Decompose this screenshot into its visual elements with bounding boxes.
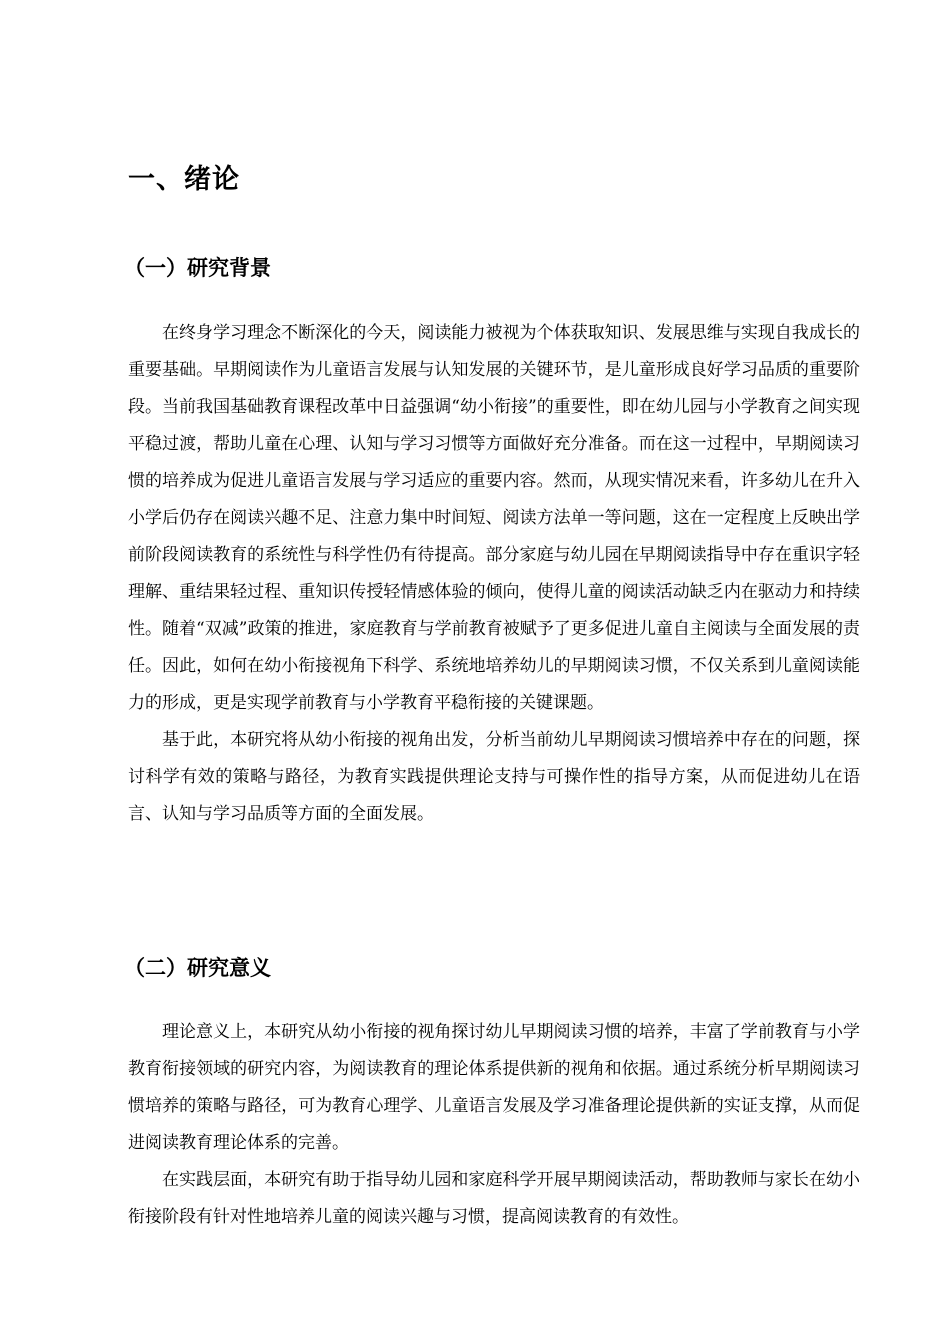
section-title-significance: （二）研究意义 — [124, 956, 271, 980]
paragraph-background-2: 基于此，本研究将从幼小衔接的视角出发，分析当前幼儿早期阅读习惯培养中存在的问题，探讨科学有效的策略与路径，为教育实践提供理论支持与可操作性的指导方案，从而促进幼儿在语言、认知与学习品质等方面的全面发展。 — [128, 730, 860, 824]
paragraph-background-1: 在终身学习理念不断深化的今天，阅读能力被视为个体获取知识、发展思维与实现自我成长的重要基础。早期阅读作为儿童语言发展与认知发展的关键环节，是儿童形成良好学习品质的重要阶段。当前我国基础教育课程改革中日益强调“幼小衔接”的重要性，即在幼儿园与小学教育之间实现平稳过渡，帮助儿童在心理、认知与学习习惯等方面做好充分准备。而在这一过程中，早期阅读习惯的培养成为促进儿童语言发展与学习适应的重要内容。然而，从现实情况来看，许多幼儿在升入小学后仍存在阅读兴趣不足、注意力集中时间短、阅读方法单一等问题，这在一定程度上反映出学前阶段阅读教育的系统性与科学性仍有待提高。部分家庭与幼儿园在早期阅读指导中存在重识字轻理解、重结果轻过程、重知识传授轻情感体验的倾向，使得儿童的阅读活动缺乏内在驱动力和持续性。随着“双减”政策的推进，家庭教育与学前教育被赋予了更多促进儿童自主阅读与全面发展的责任。因此，如何在幼小衔接视角下科学、系统地培养幼儿的早期阅读习惯，不仅关系到儿童阅读能力的形成，更是实现学前教育与小学教育平稳衔接的关键课题。 — [128, 323, 860, 713]
section-title-background: （一）研究背景 — [124, 256, 271, 280]
chapter-title: 一、绪论 — [128, 164, 240, 195]
section-body-background — [128, 315, 860, 833]
section-body-significance — [128, 1014, 860, 1236]
paragraph-significance-2: 在实践层面，本研究有助于指导幼儿园和家庭科学开展早期阅读活动，帮助教师与家长在幼小衔接阶段有针对性地培养儿童的阅读兴趣与习惯，提高阅读教育的有效性。 — [128, 1170, 860, 1227]
paragraph-significance-1: 理论意义上，本研究从幼小衔接的视角探讨幼儿早期阅读习惯的培养，丰富了学前教育与小学教育衔接领域的研究内容，为阅读教育的理论体系提供新的视角和依据。通过系统分析早期阅读习惯培养的策略与路径，可为教育心理学、儿童语言发展及学习准备理论提供新的实证支撑，从而促进阅读教育理论体系的完善。 — [128, 1022, 860, 1153]
